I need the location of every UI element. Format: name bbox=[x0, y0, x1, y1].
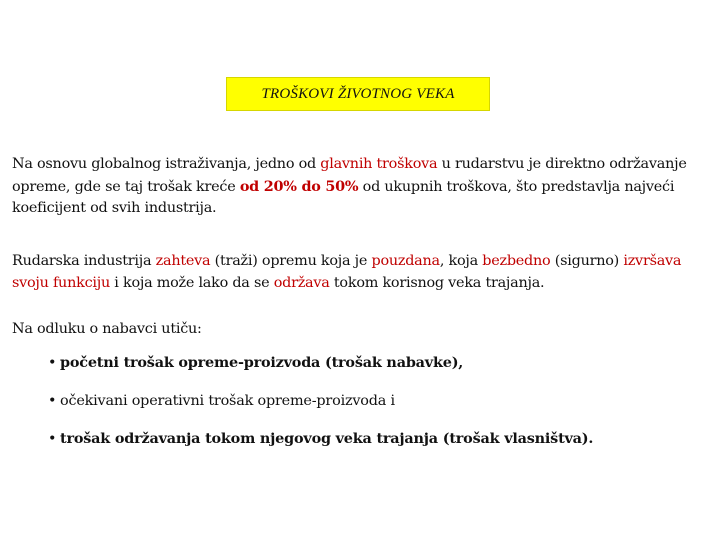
paragraph-maintenance-costs bbox=[12, 154, 702, 220]
bullet-dot: • bbox=[48, 355, 57, 371]
p2-highlight-safely: bezbedno bbox=[482, 253, 551, 269]
cost-factor-list bbox=[48, 352, 708, 467]
p2-highlight-maintained: održava bbox=[273, 274, 330, 291]
list-item-text: trošak održavanja tokom njegovog veka trajanja (trošak vlasništva). bbox=[60, 430, 594, 448]
p1-text-1: Na osnovu globalnog istraživanja, jedno od bbox=[12, 156, 321, 172]
paragraph-industry-requirements bbox=[12, 251, 702, 294]
list-item bbox=[48, 428, 708, 451]
p1-highlight-percent-range: od 20% do 50% bbox=[239, 177, 359, 195]
p1-text-2: u rudarstvu je direktno održavanje opreme, gde se taj trošak kreće bbox=[12, 156, 687, 195]
p2-text-3: , koja bbox=[439, 253, 483, 269]
p1-highlight-main-costs: glavnih troškova bbox=[320, 156, 438, 172]
p2-highlight-function: izvršava svoju funkciju bbox=[12, 253, 682, 291]
p2-text-1: Rudarska industrija bbox=[12, 253, 156, 269]
p2-text-4: (sigurno) bbox=[550, 253, 624, 269]
bullet-dot: • bbox=[48, 392, 57, 409]
paragraph-procurement-intro: Na odluku o nabavci utiču: bbox=[12, 321, 202, 337]
p2-text-2: (traži) opremu koja je bbox=[210, 253, 372, 269]
p1-text-3: od ukupnih troškova, što predstavlja najveći koeficijent od svih industrija. bbox=[12, 178, 675, 217]
p2-text-6: tokom korisnog veka trajanja. bbox=[329, 274, 545, 291]
p2-text-5: i koja može lako da se bbox=[109, 274, 274, 291]
list-item bbox=[48, 391, 708, 413]
title-banner bbox=[226, 77, 490, 111]
p2-highlight-reliable: pouzdana bbox=[371, 253, 440, 269]
list-item bbox=[48, 352, 708, 375]
page-title: TROŠKOVI ŽIVOTNOG VEKA bbox=[261, 85, 455, 102]
p2-highlight-requires: zahteva bbox=[155, 253, 211, 269]
list-item-text: početni trošak opreme-proizvoda (trošak nabavke), bbox=[60, 354, 464, 371]
list-item-text: očekivani operativni trošak opreme-proizvoda i bbox=[60, 392, 395, 409]
bullet-dot: • bbox=[48, 431, 57, 448]
